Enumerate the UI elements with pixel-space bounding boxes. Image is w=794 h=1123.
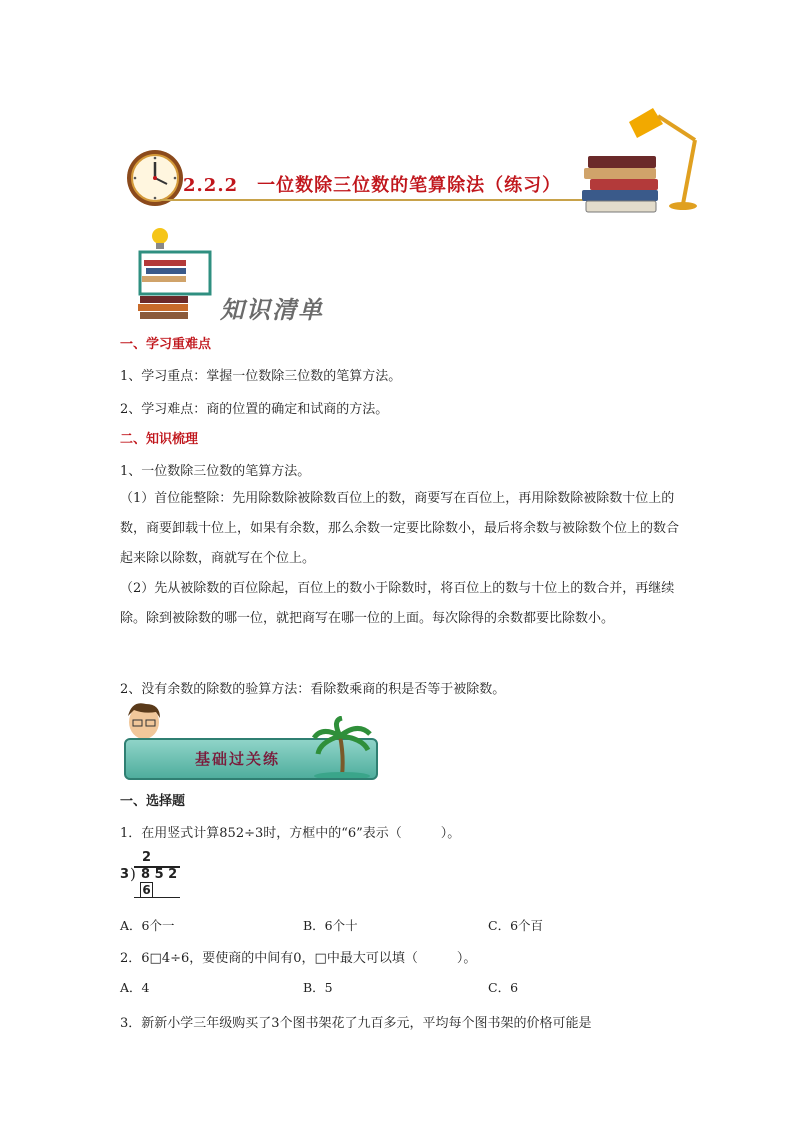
divisor: 3 [120, 867, 130, 882]
question-1: 1．在用竖式计算852÷3时，方框中的“6”表示（ ）。 [120, 826, 461, 841]
method-title: 1、一位数除三位数的笔算方法。 [120, 464, 311, 479]
q2-option-c: C．6 [488, 980, 519, 995]
q2-option-b: B．5 [303, 980, 333, 995]
question-2: 2．6□4÷6，要使商的中间有0，□中最大可以填（ ）。 [120, 951, 477, 966]
q1-option-b: B．6个十 [303, 918, 358, 933]
q1-option-c: C．6个百 [488, 918, 544, 933]
dividend: 8 5 2 [141, 867, 178, 882]
key-point: 1、学习重点：掌握一位数除三位数的笔算方法。 [120, 369, 402, 384]
q1-option-a: A．6个一 [120, 918, 175, 933]
question-3: 3．新新小学三年级购买了3个图书架花了九百多元，平均每个图书架的价格可能是 [120, 1016, 592, 1031]
boxed-digit: 6 [140, 882, 153, 898]
division-bracket: ) [130, 865, 136, 883]
desk-lamp-icon [625, 100, 705, 212]
page-title: 2.2.2 一位数除三位数的笔算除法（练习） [183, 175, 562, 196]
lightbulb-book-icon [134, 226, 220, 322]
title-underline [160, 199, 610, 201]
banner-title: 基础过关练 [195, 750, 281, 768]
exercise-heading: 一、选择题 [120, 794, 186, 809]
long-division [120, 850, 190, 898]
section-heading-1: 一、学习重难点 [120, 337, 212, 352]
method-paragraph-1: （1）首位能整除：先用除数除被除数百位上的数，商要写在百位上，再用除数除被除数十位上的数，商要卸载十位上，如果有余数，那么余数一定要比除数小，最后将余数与被除数个位上的数合起来除以除数，商就写在个位上。 [120, 491, 680, 566]
q2-option-a: A．4 [120, 980, 150, 995]
palm-tree-icon [312, 716, 374, 778]
quotient-digit: 2 [142, 850, 152, 865]
difficult-point: 2、学习难点：商的位置的确定和试商的方法。 [120, 402, 389, 417]
check-method: 2、没有余数的除数的验算方法：看除数乘商的积是否等于被除数。 [120, 682, 506, 697]
method-paragraph-2: （2）先从被除数的百位除起，百位上的数小于除数时，将百位上的数与十位上的数合并，再继续除。除到被除数的哪一位，就把商写在哪一位的上面。每次除得的余数都要比除数小。 [120, 581, 675, 626]
section-heading-2: 二、知识梳理 [120, 432, 199, 447]
knowledge-header: 知识清单 [220, 295, 324, 324]
